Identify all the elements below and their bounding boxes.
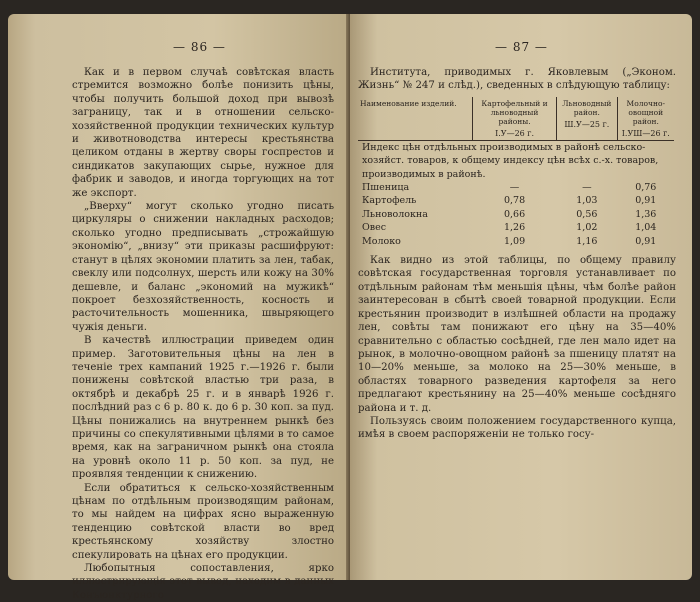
page-number: — 87 — xyxy=(495,40,548,54)
table-cell: 0,76 xyxy=(635,182,657,194)
column-name: Молочно-овощной район. xyxy=(626,98,666,126)
paragraph: Института, приводимых г. Яковлевым („Эконом. Жизнь“ № 247 и слѣд.), сведенных в слѣдующую таблицу: xyxy=(358,67,676,92)
table-cell: 1,03 xyxy=(576,195,598,207)
table-row xyxy=(358,181,674,194)
column-name: Картофельный и льноводный районы. xyxy=(481,98,548,126)
paragraph: Если обратиться к сельско-хозяйственным цѣнам по отдѣльным производящим районам, то мы найдем на цифрах ясно выраженную тенденцию совѣтской власти во вред крестьянскому хозяйству злостно спекулировать на цѣнах его продукции. xyxy=(72,482,334,561)
table-cell: 0,66 xyxy=(503,208,526,220)
paragraph: Как и в первом случаѣ совѣтская власть стремится возможно болѣе понизить цѣны, чтобы получить большой доход при вывозѣ заграницу, так и в отношении сельско-хозяйственной продукции технических культур и животноводства интересы крестьянства целиком отданы в жертву своры госпрестов и синдикатов закупающих сырье, нужное для фабрик и заводов, и иногда торгующих на тот же экспорт. xyxy=(72,67,334,199)
table-cell: — xyxy=(509,182,520,194)
column-name: Льноводный район. xyxy=(562,98,612,117)
column-year: I.УШ—26 г. xyxy=(621,128,670,138)
table-header-cell xyxy=(557,97,617,141)
column-year: I.У—26 г. xyxy=(495,128,535,138)
table-header-row xyxy=(358,97,674,141)
table-cell: — xyxy=(582,182,592,194)
table-header-cell: Наименование изделий. xyxy=(358,97,473,141)
column-year: Ш.У—25 г. xyxy=(564,119,610,129)
row-label: Молоко xyxy=(362,235,401,247)
table-header-cell xyxy=(617,97,674,141)
price-index-table xyxy=(358,97,674,248)
paragraph: В качествѣ иллюстрации приведем один пример. Заготовительныя цѣны на лен в теченіе трех кампаний 1925 г.—1926 г. были понижены совѣтской властью три раза, в октябрѣ и декабрѣ 25 г. и в январѣ 1926 г. послѣдний раз с 6 р. 80 к. до 6 р. 30 коп. за пуд. Цѣны понижались на внутреннем рынкѣ без причины со спекулятивными цѣлями в то самое время, как на заграничном рынкѣ она стояла на уровнѣ около 11 р. 50 коп. за пуд, не проявляя тенденции к снижению. xyxy=(72,335,334,481)
table-cell: 1,26 xyxy=(503,222,526,234)
table-cell: 0,56 xyxy=(576,208,598,220)
paragraph: Как видно из этой таблицы, по общему правилу совѣтская государственная торговля устанавливает по отдѣльным районам тѣм меньшія цѣны, чѣм болѣе район заинтересован в сбытѣ своей товарной продукции. Если крестьянин производит в излѣшней области на продажу лен, совѣты там понижают его цѣну на 35—40% сравнительно с областью сосѣдней, где лен мало идет на рынок, в молочно-овощном районѣ за пшеницу платят на 10—20% меньше, за молоко на 25—30% меньше, в областях товарного разведения картофеля за него предлагают крестьянину на 25—40% меньше сосѣдняго района и т. д. xyxy=(358,255,676,414)
table-cell: 1,16 xyxy=(576,235,598,247)
row-label: Льноволокна xyxy=(362,208,428,220)
table-cell: 1,36 xyxy=(635,208,657,220)
table-header-cell xyxy=(473,97,557,141)
right-page-text xyxy=(358,66,676,442)
row-label: Пшеница xyxy=(362,182,410,194)
paragraph: Пользуясь своим положением государственного купца, имѣя в своем распоряженіи не только госу- xyxy=(358,415,676,441)
paragraph: Любопытныя сопоставления, ярко иллюстрирующія этот вывод, находим в данных Конъюнктурного xyxy=(72,563,334,601)
paragraph: „Вверху“ могут сколько угодно писать циркуляры о снижении накладных расходов; сколько угодно предписывать „строжайшую экономію“, „внизу“ эти приказы расшифруют: станут в цѣлях экономии платить за лен, табак, свеклу или подсолнух, шерсть или кожу на 30% дешевле, и баланс „экономий на мужикѣ“ покроет безхозяйственность, косность и расточительность мошенника, швыряющего чужія деньги. xyxy=(72,201,334,333)
row-label: Овес xyxy=(362,222,387,234)
table-cell: 0,91 xyxy=(635,195,657,207)
table-cell: 0,91 xyxy=(635,235,657,247)
left-page xyxy=(8,14,350,601)
table-index-row xyxy=(358,140,674,181)
index-description: Индекс цѣн отдѣльных производимых в районѣ сельско-хозяйст. товаров, к общему индексу цѣн всѣх с.-х. товаров, производимых в районѣ. xyxy=(362,141,659,180)
table-row xyxy=(358,221,674,234)
open-book xyxy=(8,14,692,601)
right-page xyxy=(350,14,692,580)
table-cell: 1,02 xyxy=(576,222,598,234)
table-cell: 1,04 xyxy=(635,222,657,234)
table-row xyxy=(358,194,674,207)
table-row xyxy=(358,208,674,221)
left-page-text xyxy=(72,66,334,602)
row-label: Картофель xyxy=(362,195,417,207)
table-cell: 1,09 xyxy=(503,235,526,247)
table-row xyxy=(358,235,674,248)
table-cell: 0,78 xyxy=(503,195,526,207)
page-number: — 86 — xyxy=(173,40,226,54)
